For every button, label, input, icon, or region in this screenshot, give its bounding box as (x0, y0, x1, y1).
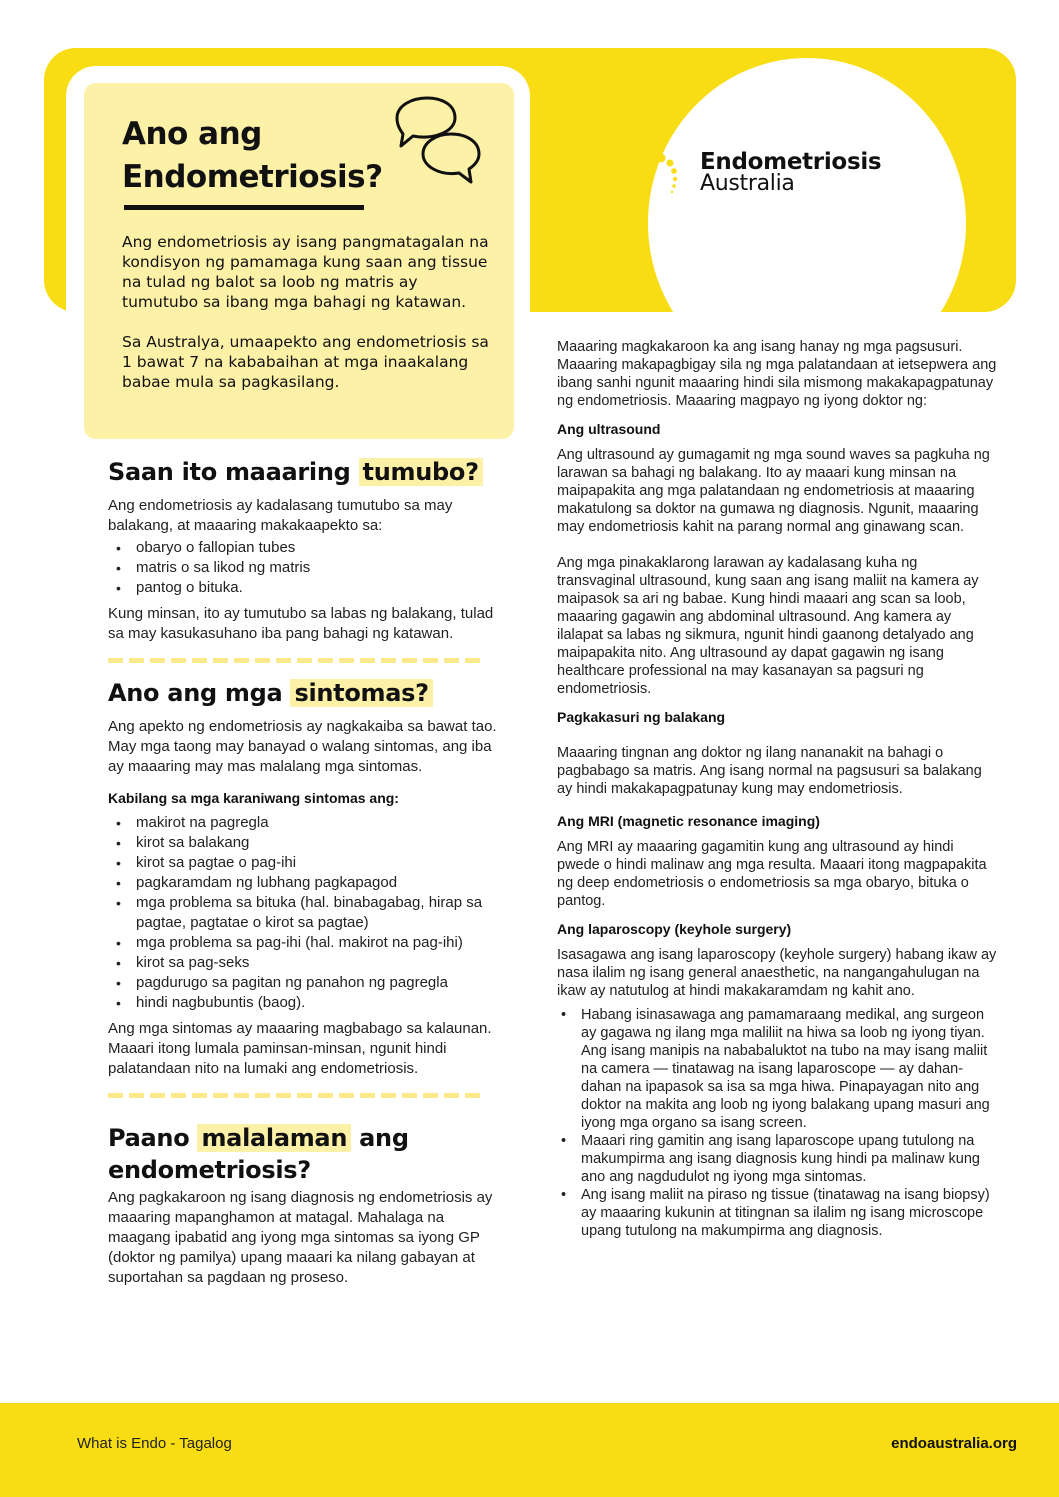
laparoscopy-list (559, 1006, 997, 1240)
list-item: • mga problema sa bituka (hal. binabagabag, hirap sa pagtae, pagtatae o kirot sa pagtae) (114, 893, 508, 933)
footer-document-label: What is Endo - Tagalog (77, 1435, 232, 1452)
left-column (108, 456, 508, 1288)
section-paragraph: Ang endometriosis ay kadalasang tumutubo sa may balakang, at maaaring makakaapekto sa: (108, 497, 453, 534)
where-list (114, 538, 508, 598)
section-heading (108, 456, 508, 488)
heading-text: ang endometriosis? (108, 1124, 409, 1184)
section-paragraph: Ang mga sintomas ay maaaring magbabago sa kalaunan. Maaari itong lumala paminsan-minsan, ngunit hindi palatandaan nito na lumaki ang endometriosis. (108, 1020, 492, 1077)
section-paragraph: Isasagawa ang isang laparoscopy (keyhole surgery) habang ikaw ay nasa ilalim ng isang general anaesthetic, na nangangahulugan na ikaw ay natutulog at hindi makakaramdam ng kahit ano. (557, 947, 997, 999)
logo-wordmark (700, 151, 881, 195)
section-paragraph: Kung minsan, ito ay tumutubo sa labas ng balakang, tulad sa may kasukasuhano iba pang bahagi ng katawan. (108, 605, 494, 642)
speech-bubbles-icon (393, 94, 483, 189)
subsection-heading: Ang laparoscopy (keyhole surgery) (557, 921, 792, 937)
list-item: • Habang isinasawaga ang pamamaraang medikal, ang surgeon ay gagawa ng ilang mga maliliit na hiwa sa loob ng iyong tiyan. Ang isang manipis na nababaluktot na tubo na may isang maliit na camera — tinatawag na isang laparoscope — ay dahan-dahan na ipapasok sa isa sa mga hiwa. Pinapayagan nito ang doktor na makita ang loob ng iyong balakang upang masuri ang iyong mga organo sa isang screen. (559, 1006, 997, 1132)
section-paragraph: Ang ultrasound ay gumagamit ng mga sound waves sa pagkuha ng larawan sa bahagi ng balakang. Ito ay maaari kung minsan na maipapakita ang mga palatandaan ng endometriosis at maaaring makatulong sa doktor na gumawa ng diagnosis. Ngunit, maaaring may endometriosis kahit na parang normal ang ginawang scan. (557, 447, 990, 535)
symptoms-list (114, 813, 508, 1013)
list-item: • kirot sa balakang (114, 833, 508, 853)
section-paragraph: Ang mga pinakaklarong larawan ay kadalasang kuha ng transvaginal ultrasound, kung saan ang isang maliit na kamera ay maipasok sa ari ng babae. Kung hindi maaari ang scan sa loob, maaaring gagawin ang abdominal ultrasound. Ang kamera ay ilalapat sa labas ng sikmura, ngunit hindi gaanong detalyado ang maipapakita nito. Ang ultrasound ay dapat gagawin ng isang healthcare professional na may kasanayan sa pagsuri ng endometriosis. (557, 555, 979, 697)
list-item: • pagdurugo sa pagitan ng panahon ng pagregla (114, 973, 508, 993)
heading-highlight: tumubo? (359, 458, 483, 486)
list-item: • kirot sa pag-seks (114, 953, 508, 973)
heading-text: Ano ang mga (108, 679, 291, 707)
title-line-1: Ano ang (122, 116, 262, 152)
intro-paragraph: Sa Australya, umaapekto ang endometriosis sa 1 bawat 7 na kababaihan at mga inaakalang babae mula sa pagkasilang. (122, 333, 489, 391)
footer (0, 1403, 1059, 1497)
logo-line-2: Australia (700, 171, 795, 196)
section-diagnosis (108, 1122, 508, 1288)
section-paragraph: Ang pagkakaroon ng isang diagnosis ng endometriosis ay maaaring mapanghamon at matagal. Mahalaga na maagang ipabatid ang iyong mga sintomas sa iyong GP (doktor ng pamilya) upang maaari ka nilang gabayan at suportahan sa pagdaan ng proseso. (108, 1189, 493, 1286)
list-item: • mga problema sa pag-ihi (hal. makirot na pag-ihi) (114, 933, 508, 953)
list-item: • hindi nagbubuntis (baog). (114, 993, 508, 1013)
heading-highlight: malalaman (197, 1124, 351, 1152)
subsection-heading: Ang MRI (magnetic resonance imaging) (557, 813, 820, 829)
heading-text: Paano (108, 1124, 198, 1152)
heading-text: Saan ito maaaring (108, 458, 359, 486)
intro-paragraph: Ang endometriosis ay isang pangmatagalan na kondisyon ng pamamaga kung saan ang tissue na tulad ng balot sa loob ng matris ay tumutubo sa ibang mga bahagi ng katawan. (122, 233, 489, 311)
section-paragraph: Ang MRI ay maaaring gagamitin kung ang ultrasound ay hindi pwede o hindi malinaw ang mga resulta. Maaari itong magpapakita ng deep endometriosis o endometriosis sa mga obaryo, bituka o pantog. (557, 839, 987, 909)
subsection-heading: Pagkakasuri ng balakang (557, 709, 726, 725)
list-item: • Maaari ring gamitin ang isang laparoscope upang tutulong na makumpirma ang isang diagnosis kung hindi pa malinaw kung ano ang nagdudulot ng iyong mga sintomas. (559, 1132, 997, 1186)
title-underline (124, 205, 364, 210)
logo-dots-icon (632, 150, 688, 196)
section-symptoms (108, 677, 508, 1079)
endometriosis-australia-logo (632, 150, 881, 196)
subsection-heading: Ang ultrasound (557, 421, 661, 437)
section-paragraph: Ang apekto ng endometriosis ay nagkakaiba sa bawat tao. May mga taong may banayad o walang sintomas, ang iba ay maaaring may mas malalang mga sintomas. (108, 718, 497, 775)
right-column (557, 338, 997, 1240)
list-item: • pagkaramdam ng lubhang pagkapagod (114, 873, 508, 893)
title-line-2: Endometriosis? (122, 159, 383, 195)
dashed-divider (108, 1093, 484, 1098)
list-item: • obaryo o fallopian tubes (114, 538, 508, 558)
logo-line-1: Endometriosis (700, 149, 882, 175)
section-heading (108, 677, 508, 709)
list-item: • pantog o bituka. (114, 578, 508, 598)
footer-website-link[interactable]: endoaustralia.org (891, 1435, 1017, 1452)
section-heading (108, 1122, 508, 1186)
section-paragraph: Maaaring magkakaroon ka ang isang hanay ng mga pagsusuri. Maaaring makapagbigay sila ng mga palatandaan at ietsepwera ang ibang sanhi ngunit maaaring hindi sila mismong makakapagpatunay ng endometriosis. Maaaring magpayo ng iyong doktor ng: (557, 339, 997, 409)
list-item: • kirot sa pagtae o pag-ihi (114, 853, 508, 873)
list-item: • Ang isang maliit na piraso ng tissue (tinatawag na isang biopsy) ay maaaring kukunin at titingnan sa ilalim ng isang microscope upang tutulong na makumpirma ang diagnosis. (559, 1186, 997, 1240)
list-item: • matris o sa likod ng matris (114, 558, 508, 578)
heading-highlight: sintomas? (290, 679, 432, 707)
section-paragraph: Maaaring tingnan ang doktor ng ilang nananakit na bahagi o pagbabago sa matris. Ang isang normal na pagsusuri sa balakang ay hindi makakapagpatunay kung may endometriosis. (557, 745, 982, 797)
subheading: Kabilang sa mga karaniwang sintomas ang: (108, 790, 399, 806)
list-item: • makirot na pagregla (114, 813, 508, 833)
dashed-divider (108, 658, 484, 663)
section-where (108, 456, 508, 644)
